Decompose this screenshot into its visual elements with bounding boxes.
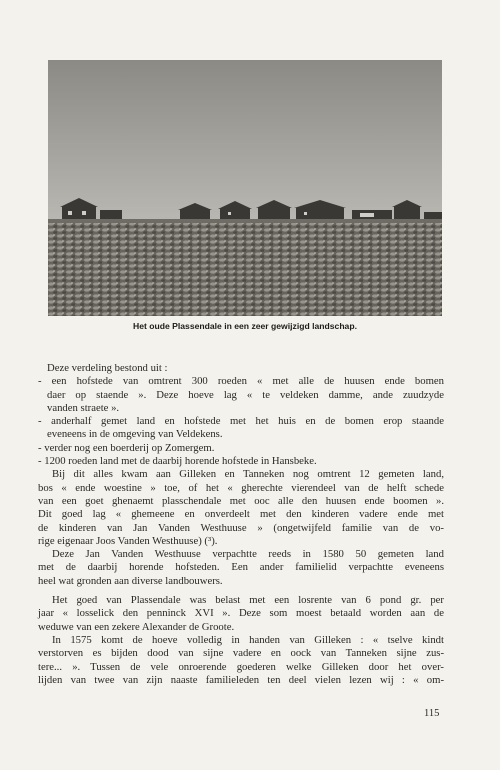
text-line: - anderhalf gemet land en hofstede met het huis en de bomen erop staande: [38, 415, 444, 428]
text-line: bos « ende woestine » toe, of het « gherechte vierendeel van de helft schede: [38, 481, 444, 494]
text-line: weduwe van een zekere Alexander de Groote.: [38, 620, 235, 633]
text-line: van een goet ghenaemt plasschendale met ooc alle den huusen ende boomen ».: [38, 494, 444, 507]
text-line: heel wat gronden aan diverse landbouwers.: [38, 574, 223, 587]
text-line: daer op staende ». Deze hoeve lag « te veldeken damme, ande zuudzyde: [47, 388, 444, 401]
text-line: tere... ». Tussen de vele onroerende goederen welke Gilleken door het over-: [38, 660, 444, 673]
text-line: Het goed van Plassendale was belast met een losrente van 6 pond gr. per: [52, 594, 444, 607]
photo-caption: Het oude Plassendale in een zeer gewijzigd landschap.: [133, 321, 357, 331]
text-line: Deze verdeling bestond uit :: [47, 362, 168, 374]
text-line: rige eigenaar Joos Vanden Westhuuse) (³).: [38, 534, 218, 547]
text-line: Bij dit alles kwam aan Gilleken en Tanneken nog omtrent 12 gemeten land,: [52, 468, 444, 481]
text-line: met de daarbij horende hofsteden. Een ander familielid verpachtte eveneens: [38, 561, 444, 574]
page-number: 115: [424, 708, 440, 719]
text-line: verstorven es bijden dood van sijne vadere en oock van Tanneken sijne zus-: [38, 647, 444, 660]
landscape-photo: [48, 60, 442, 316]
text-line: de kinderen van Jan Vanden Westhuuse » (ongetwijfeld familie van de vo-: [38, 521, 444, 534]
body-text: [38, 362, 444, 687]
farm-landscape-image: [48, 60, 442, 316]
text-line: eveneens in de omgeving van Veldekens.: [47, 428, 223, 441]
text-line: In 1575 komt de hoeve volledig in handen van Gilleken : « tselve kindt: [52, 633, 444, 646]
text-line: lijden van twee van zijn naaste familieleden ten deel vielen lezen wij : « om-: [38, 673, 444, 686]
text-line: Deze Jan Vanden Westhuuse verpachtte reeds in 1580 50 gemeten land: [52, 548, 444, 561]
text-line: - verder nog een boerderij op Zomergem.: [38, 441, 215, 454]
text-line: - een hofstede van omtrent 300 roeden « met alle de huusen ende bomen: [38, 375, 444, 388]
text-line: jaar « losselick den penninck XVI ». Deze som moest betaald worden aan de: [38, 607, 444, 620]
text-line: - 1200 roeden land met de daarbij horende hofstede in Hansbeke.: [38, 455, 317, 468]
text-line: vanden straete ».: [47, 401, 120, 414]
text-line: Dit goed lag « ghemeene en onverdeelt met den kinderen vadere ende met: [38, 508, 444, 521]
